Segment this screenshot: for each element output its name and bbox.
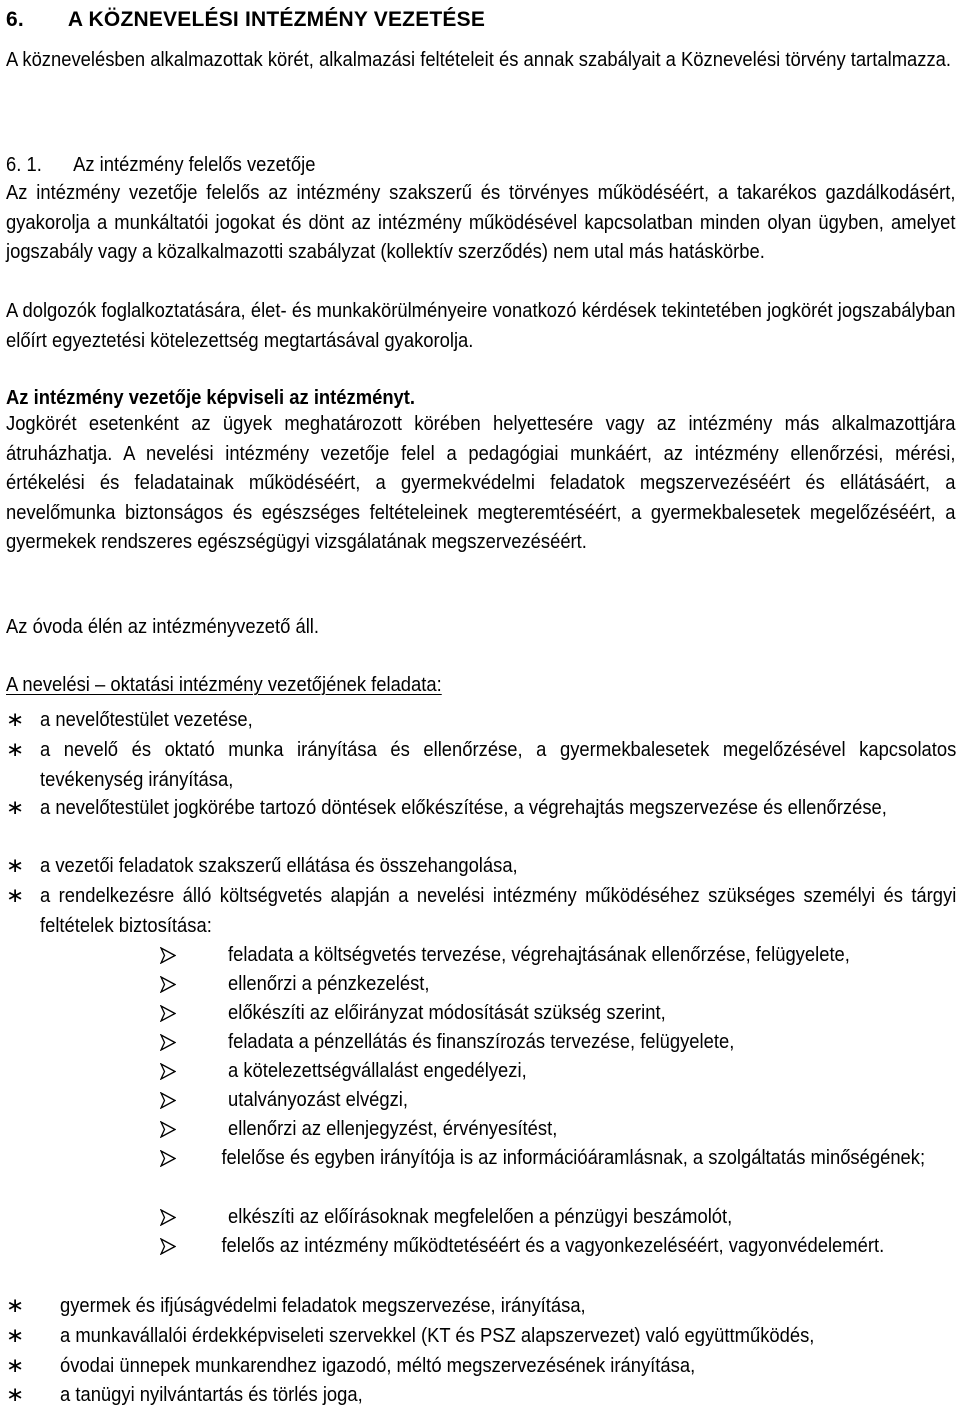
- task-text: a tanügyi nyilvántartás és törlés joga,: [60, 1384, 363, 1406]
- task-text: a vezetői feladatok szakszerű ellátása és összehangolása,: [40, 855, 518, 877]
- sub-task-text: feladata a pénzellátás és finanszírozás tervezése, felügyelete,: [228, 1031, 735, 1053]
- star-bullet-icon: ∗: [6, 1325, 25, 1347]
- section-heading: [6, 151, 315, 181]
- arrow-bullet-icon: [160, 976, 176, 993]
- arrow-bullet-icon: [160, 1209, 176, 1226]
- star-bullet-icon: ∗: [6, 1355, 25, 1377]
- task-item: [6, 882, 960, 941]
- sub-task-text: ellenőrzi a pénzkezelést,: [228, 973, 430, 995]
- tasks-heading: [6, 671, 955, 701]
- sub-task-text: elkészíti az előírásoknak megfelelően a pénzügyi beszámolót,: [228, 1206, 733, 1228]
- sub-task-text: ellenőrzi az ellenjegyzést, érvényesítést,: [228, 1118, 558, 1140]
- chapter-heading: [6, 6, 485, 34]
- task-item: [6, 852, 960, 882]
- star-bullet-icon: ∗: [6, 1295, 25, 1317]
- task-item: [6, 736, 960, 795]
- tasks-heading-text: A nevelési – oktatási intézmény vezetőjének feladata:: [6, 674, 442, 696]
- sub-task-text: felelőse és egyben irányítója is az információáramlásnak, a szolgáltatás minőségének;: [221, 1147, 926, 1169]
- star-bullet-icon: ∗: [6, 709, 25, 731]
- task-text: a munkavállalói érdekképviseleti szervekkel (KT és PSZ alapszervezet) való együttműködés,: [60, 1325, 815, 1347]
- star-bullet-icon: ∗: [6, 1384, 25, 1406]
- star-bullet-icon: ∗: [6, 739, 25, 761]
- sub-task-text: utalványozást elvégzi,: [228, 1089, 409, 1111]
- arrow-bullet-icon: [160, 947, 176, 964]
- paragraph-kindergarten-head: Az óvoda élén az intézményvezető áll.: [6, 616, 319, 638]
- chapter-number: 6.: [6, 8, 24, 31]
- chapter-title: A KÖZNEVELÉSI INTÉZMÉNY VEZETÉSE: [67, 8, 486, 31]
- star-bullet-icon: ∗: [6, 797, 25, 819]
- task-text: óvodai ünnepek munkarendhez igazodó, méltó megszervezésének irányítása,: [60, 1355, 696, 1377]
- arrow-bullet-icon: [160, 1005, 176, 1022]
- task-item: [6, 1292, 960, 1322]
- arrow-bullet-icon: [160, 1063, 176, 1080]
- star-bullet-icon: ∗: [6, 885, 25, 907]
- arrow-bullet-icon: [160, 1121, 176, 1138]
- star-bullet-icon: ∗: [6, 855, 25, 877]
- task-item: [6, 794, 960, 824]
- sub-task-text: felelős az intézmény működtetéséért és a vagyonkezeléséért, vagyonvédelemért.: [221, 1235, 885, 1257]
- task-item: [6, 706, 960, 736]
- arrow-bullet-icon: [160, 1034, 176, 1051]
- task-text: a nevelő és oktató munka irányítása és ellenőrzése, a gyermekbalesetek megelőzésével kapcsolatos tevékenység irányítása,: [40, 739, 957, 791]
- section-number: 6. 1.: [6, 154, 42, 176]
- arrow-bullet-icon: [160, 1092, 176, 1109]
- paragraph-responsibilities: Az intézmény vezetője felelős az intézmény szakszerű és törvényes működéséért, a takarékos gazdálkodásért, gyakorolja a munkáltatói jogokat és dönt az intézmény működésével kapcsolatban minden olyan ügyben, amelyet jogszabály vagy a közalkalmazotti szabályzat (kollektív szerződés) nem utal más hatáskörbe.: [6, 182, 956, 263]
- sub-task-text: előkészíti az előirányzat módosítását szükség szerint,: [228, 1002, 666, 1024]
- task-item: [6, 1322, 960, 1352]
- task-text: a rendelkezésre álló költségvetés alapján a nevelési intézmény működéséhez szükséges személyi és tárgyi feltételek biztosítása:: [40, 885, 957, 937]
- task-item: [6, 1352, 960, 1382]
- task-item: [6, 1381, 960, 1411]
- paragraph-employment: A dolgozók foglalkoztatására, élet- és munkakörülményeire vonatkozó kérdések tekintetében jogkörét jogszabályban előírt egyeztetési kötelezettség megtartásával gyakorolja.: [6, 300, 956, 352]
- bold-statement: Az intézmény vezetője képviseli az intézményt.: [6, 387, 416, 409]
- paragraph-delegation: Jogkörét esetenként az ügyek meghatározott körében helyettesére vagy az intézmény más alkalmazottjára átruházhatja. A nevelési intézmény vezetője felel a pedagógiai munkáért, az intézmény ellenőrzési, mérési, értékelési és feladatainak működéséért, a gyermekvédelmi feladatok megszervezéséért és ellátásáért, a nevelőmunka biztonságos és egészséges feltételeinek megteremtéséért, a gyermekbalesetek megelőzéséért, a gyermekek rendszeres egészségügyi vizsgálatának megszervezéséért.: [6, 413, 956, 553]
- intro-paragraph: A köznevelésben alkalmazottak körét, alkalmazási feltételeit és annak szabályait a Köznevelési törvény tartalmazza.: [6, 49, 952, 71]
- task-text: a nevelőtestület jogkörébe tartozó döntések előkészítése, a végrehajtás megszervezése és ellenőrzése,: [40, 797, 887, 819]
- task-text: a nevelőtestület vezetése,: [40, 709, 253, 731]
- sub-task-text: feladata a költségvetés tervezése, végrehajtásának ellenőrzése, felügyelete,: [228, 944, 850, 966]
- task-text: gyermek és ifjúságvédelmi feladatok megszervezése, irányítása,: [60, 1295, 586, 1317]
- sub-task-text: a kötelezettségvállalást engedélyezi,: [228, 1060, 527, 1082]
- section-title: Az intézmény felelős vezetője: [73, 154, 316, 176]
